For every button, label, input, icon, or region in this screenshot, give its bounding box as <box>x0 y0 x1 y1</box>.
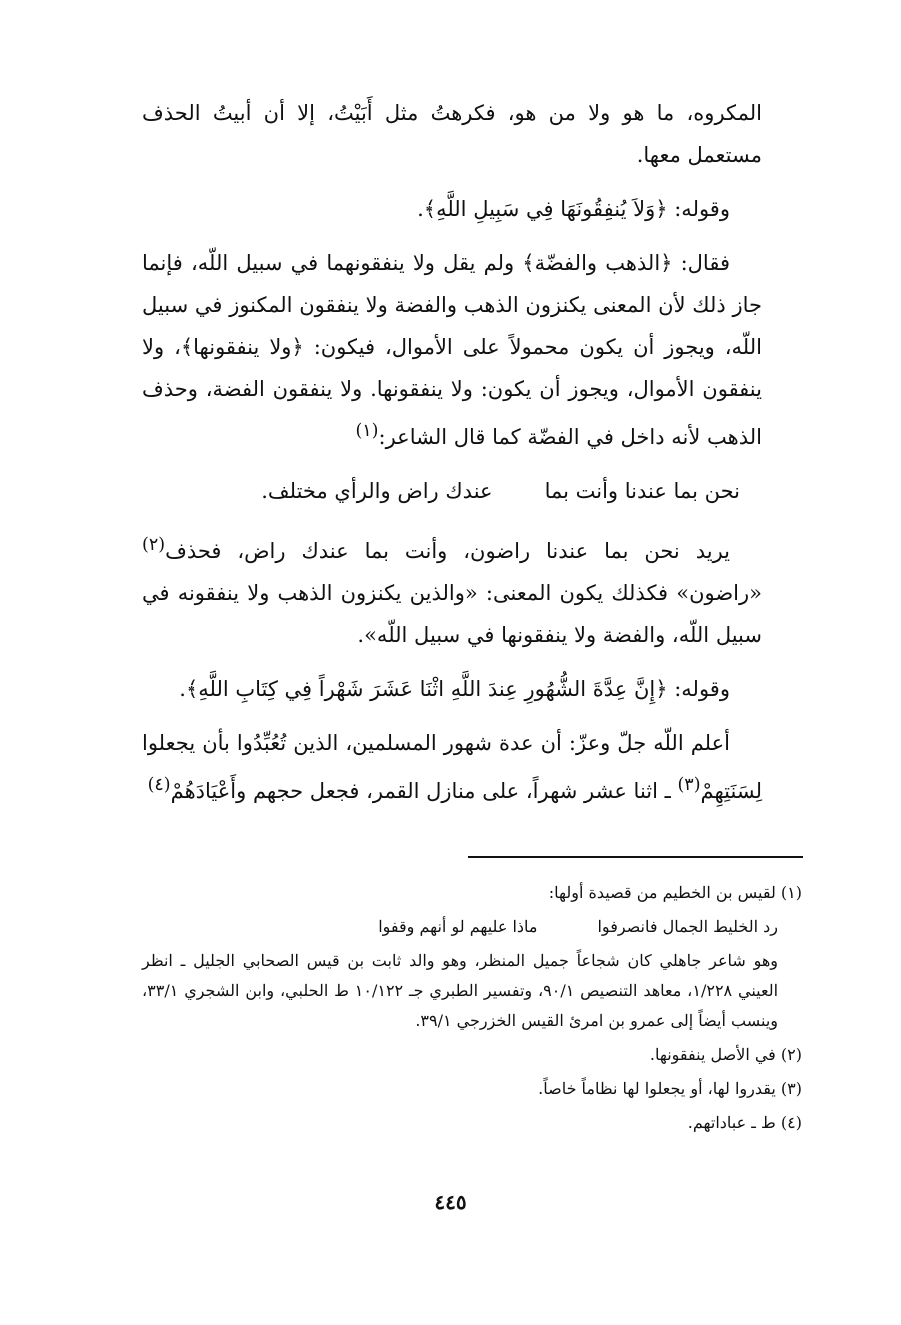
paragraph-4 <box>142 524 762 656</box>
footnote-1-intro: (١) لقيس بن الخطيم من قصيدة أولها: <box>548 883 802 902</box>
paragraph-1: المكروه، ما هو ولا من هو، فكرهتُ مثل أَبَيْتُ، إلا أن أبيتُ الحذف مستعمل معها. <box>142 101 762 167</box>
page-number: ٤٤٥ <box>434 1190 467 1214</box>
footnote-ref-2: (٢) <box>142 535 166 555</box>
paragraph-5-verse-quote: وقوله: ﴿إِنَّ عِدَّةَ الشُّهُورِ عِندَ اللَّهِ اثْنَا عَشَرَ شَهْراً فِي كِتَابِ اللَّهِ﴾. <box>179 677 730 701</box>
paragraph-3 <box>142 242 762 458</box>
footnote-1-body: وهو شاعر جاهلي كان شجاعاً جميل المنظر، وهو والد ثابت بن قيس الصحابي الجليل ـ انظر العيني ١/٢٢٨، معاهد التنصيص ٩٠/١، وتفسير الطبري جـ ١٠/١٢٢ ط الحلبي، وابن الشجري ٣٣/١، وينسب أيضاً إلى عمرو بن امرئ القيس الخزرجي ٣٩/١. <box>142 951 779 1030</box>
verse-hemistich-2: عندك راض والرأي مختلف. <box>261 479 493 503</box>
verse-hemistich-1: نحن بما عندنا وأنت بما <box>544 479 740 503</box>
footnote-1-verse-a: رد الخليط الجمال فانصرفوا <box>597 917 778 936</box>
footnote-divider <box>468 856 803 858</box>
paragraph-4-lead: يريد نحن بما عندنا راضون، وأنت بما عندك راض، فحذف <box>165 539 730 563</box>
paragraph-2-verse-quote: وقوله: ﴿وَلاَ يُنفِقُونَهَا فِي سَبِيلِ اللَّهِ﴾. <box>417 197 730 221</box>
footnote-2: (٢) في الأصل ينفقونها. <box>649 1045 802 1064</box>
paragraph-6 <box>142 722 762 812</box>
footnote-1-verse-b: ماذا عليهم لو أنهم وقفوا <box>378 917 538 936</box>
paragraph-4-rest: «راضون» فكذلك يكون المعنى: «والذين يكنزون الذهب ولا ينفقونه في سبيل اللّه، والفضة ولا ينفقونها في سبيل اللّه». <box>142 581 762 647</box>
paragraph-6-part-b: ـ اثنا عشر شهراً، على منازل القمر، فجعل حجهم وأَعْيَادَهُمْ <box>170 779 678 803</box>
paragraph-3-text: فقال: ﴿الذهب والفضّة﴾ ولم يقل ولا ينفقونهما في سبيل اللّه، فإنما جاز ذلك لأن المعنى يكنزون الذهب والفضة ولا ينفقون المكنوز في سبيل اللّه، ويجوز أن يكون محمولاً على الأموال، فيكون: ﴿ولا ينفقونها﴾، ولا ينفقون الأموال، ويجوز أن يكون: ولا ينفقونها. ولا ينفقون الفضة، وحذف الذهب لأنه داخل في الفضّة كما قال الشاعر: <box>142 251 762 449</box>
poetry-verse <box>142 470 762 512</box>
paragraph-6-part-a: أعلم اللّه جلّ وعزّ: أن عدة شهور المسلمين، الذين تُعُبِّدُوا بأن يجعلوا لِسَنَتِهِمْ <box>142 731 762 803</box>
footnote-ref-4: (٤) <box>147 775 171 795</box>
main-text-body <box>142 92 762 824</box>
footnote-ref-3: (٣) <box>677 775 701 795</box>
footnote-1-verse <box>142 912 802 942</box>
footnote-3: (٣) يقدروا لها، أو يجعلوا لها نظاماً خاصاً. <box>538 1079 802 1098</box>
footnote-4: (٤) ط ـ عباداتهم. <box>687 1113 802 1132</box>
footnote-ref-1: (١) <box>355 421 379 441</box>
footnotes-section <box>142 878 802 1142</box>
